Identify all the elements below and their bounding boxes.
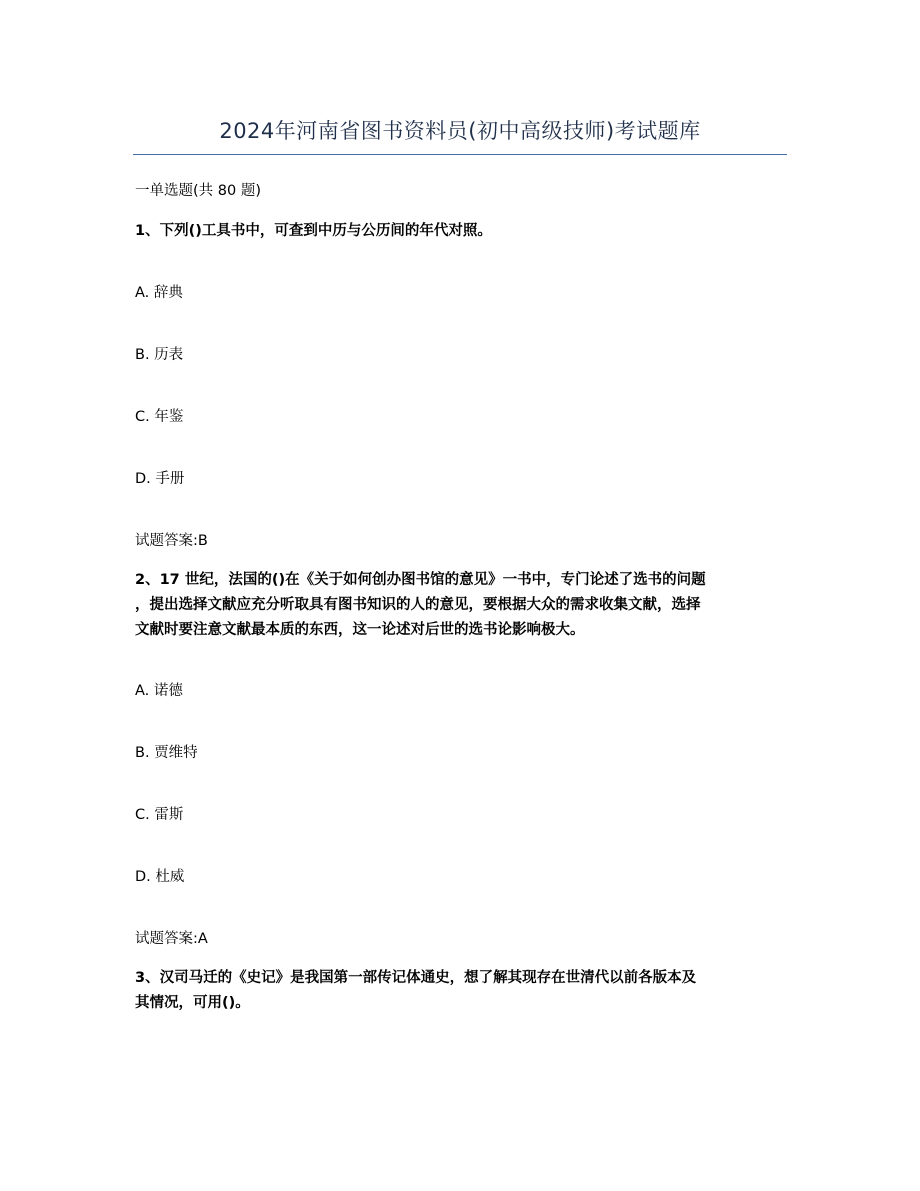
q1-option-d: D. 手册 [135,471,185,487]
q1-option-a: A. 辞典 [135,285,183,301]
q2-answer: 试题答案:A [135,931,208,947]
q1-option-c: C. 年鉴 [135,409,184,425]
section-heading: 一单选题(共 80 题) [135,183,261,199]
document-title: 2024年河南省图书资料员(初中高级技师)考试题库 [219,119,701,143]
q2-option-a: A. 诺德 [135,683,183,699]
question-2 [135,568,785,643]
q1-answer: 试题答案:B [135,533,208,549]
question-2-line: 2、17 世纪，法国的()在《关于如何创办图书馆的意见》一书中，专门论述了选书的问题 [135,572,706,588]
q1-option-b: B. 历表 [135,347,184,363]
q2-option-b: B. 贾维特 [135,745,198,761]
question-3-line: 3、汉司马迁的《史记》是我国第一部传记体通史，想了解其现存在世清代以前各版本及 [135,970,697,986]
question-3-line: 其情况，可用()。 [135,995,250,1011]
question-1: 1、下列()工具书中，可查到中历与公历间的年代对照。 [135,223,492,239]
question-2-line: ，提出选择文献应充分听取具有图书知识的人的意见，要根据大众的需求收集文献，选择 [135,597,701,613]
q2-option-c: C. 雷斯 [135,807,184,823]
q2-option-d: D. 杜威 [135,869,185,885]
question-2-line: 文献时要注意文献最本质的东西，这一论述对后世的选书论影响极大。 [135,622,585,638]
question-3 [135,966,785,1016]
title-underline [133,154,787,155]
